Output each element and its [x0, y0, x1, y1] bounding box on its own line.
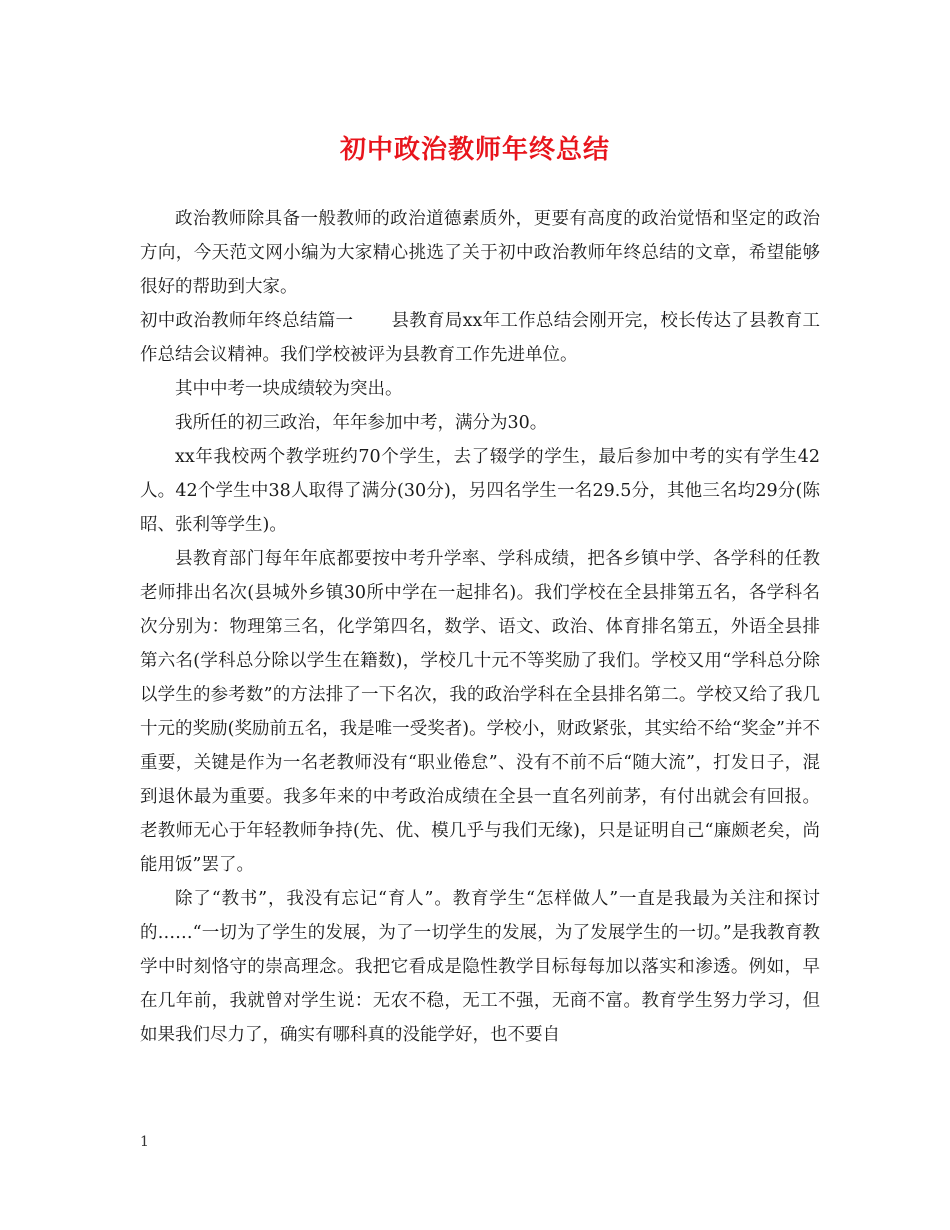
body-paragraph-4: 县教育部门每年年底都要按中考升学率、学科成绩，把各乡镇中学、各学科的任教老师排出名次(县城外乡镇30所中学在一起排名)。我们学校在全县排第五名，各学科名次分别为：物理第三名，化学第四名，数学、语文、政治、体育排名第五，外语全县排第六名(学科总分除以学生在籍数)，学校几十元不等奖励了我们。学校又用“学科总分除以学生的参考数”的方法排了一下名次，我的政治学科在全县排名第二。学校又给了我几十元的奖励(奖励前五名，我是唯一受奖者)。学校小，财政紧张，其实给不给“奖金”并不重要，关键是作为一名老教师没有“职业倦怠”、没有不前不后“随大流”，打发日子，混到退休最为重要。我多年来的中考政治成绩在全县一直名列前茅，有付出就会有回报。老教师无心于年轻教师争持(先、优、模几乎与我们无缘)，只是证明自己“廉颇老矣，尚能用饭”罢了。: [140, 549, 820, 875]
body-paragraph-2: 我所任的初三政治，年年参加中考，满分为30。: [175, 413, 548, 433]
body-paragraph-3: xx年我校两个教学班约70个学生，去了辍学的学生，最后参加中考的实有学生42人。42个学生中38人取得了满分(30分)，另四名学生一名29.5分，其他三名均29分(陈昭、张利等学生)。: [140, 447, 820, 535]
page-number: 1: [140, 1134, 149, 1150]
body-paragraph-1: 其中中考一块成绩较为突出。: [175, 379, 403, 399]
document-body: [140, 202, 820, 1052]
intro-paragraph: 政治教师除具备一般教师的政治道德素质外，更要有高度的政治觉悟和坚定的政治方向，今天范文网小编为大家精心挑选了关于初中政治教师年终总结的文章，希望能够很好的帮助到大家。: [140, 209, 820, 297]
body-paragraph-5: 除了“教书”，我没有忘记“育人”。教育学生“怎样做人”一直是我最为关注和探讨的……“一切为了学生的发展，为了一切学生的发展，为了发展学生的一切。”是我教育教学中时刻恪守的崇高理念。我把它看成是隐性教学目标每每加以落实和渗透。例如，早在几年前，我就曾对学生说：无农不稳，无工不强，无商不富。教育学生努力学习，但如果我们尽力了，确实有哪科真的没能学好，也不要自: [140, 889, 820, 1045]
section-heading: 初中政治教师年终总结篇一: [140, 311, 354, 331]
section-first-paragraph: [140, 304, 820, 372]
document-title: 初中政治教师年终总结: [339, 135, 610, 165]
section-first-text: 县教育局xx年工作总结会刚开完，校长传达了县教育工作总结会议精神。我们学校被评为县教育工作先进单位。: [140, 311, 820, 365]
